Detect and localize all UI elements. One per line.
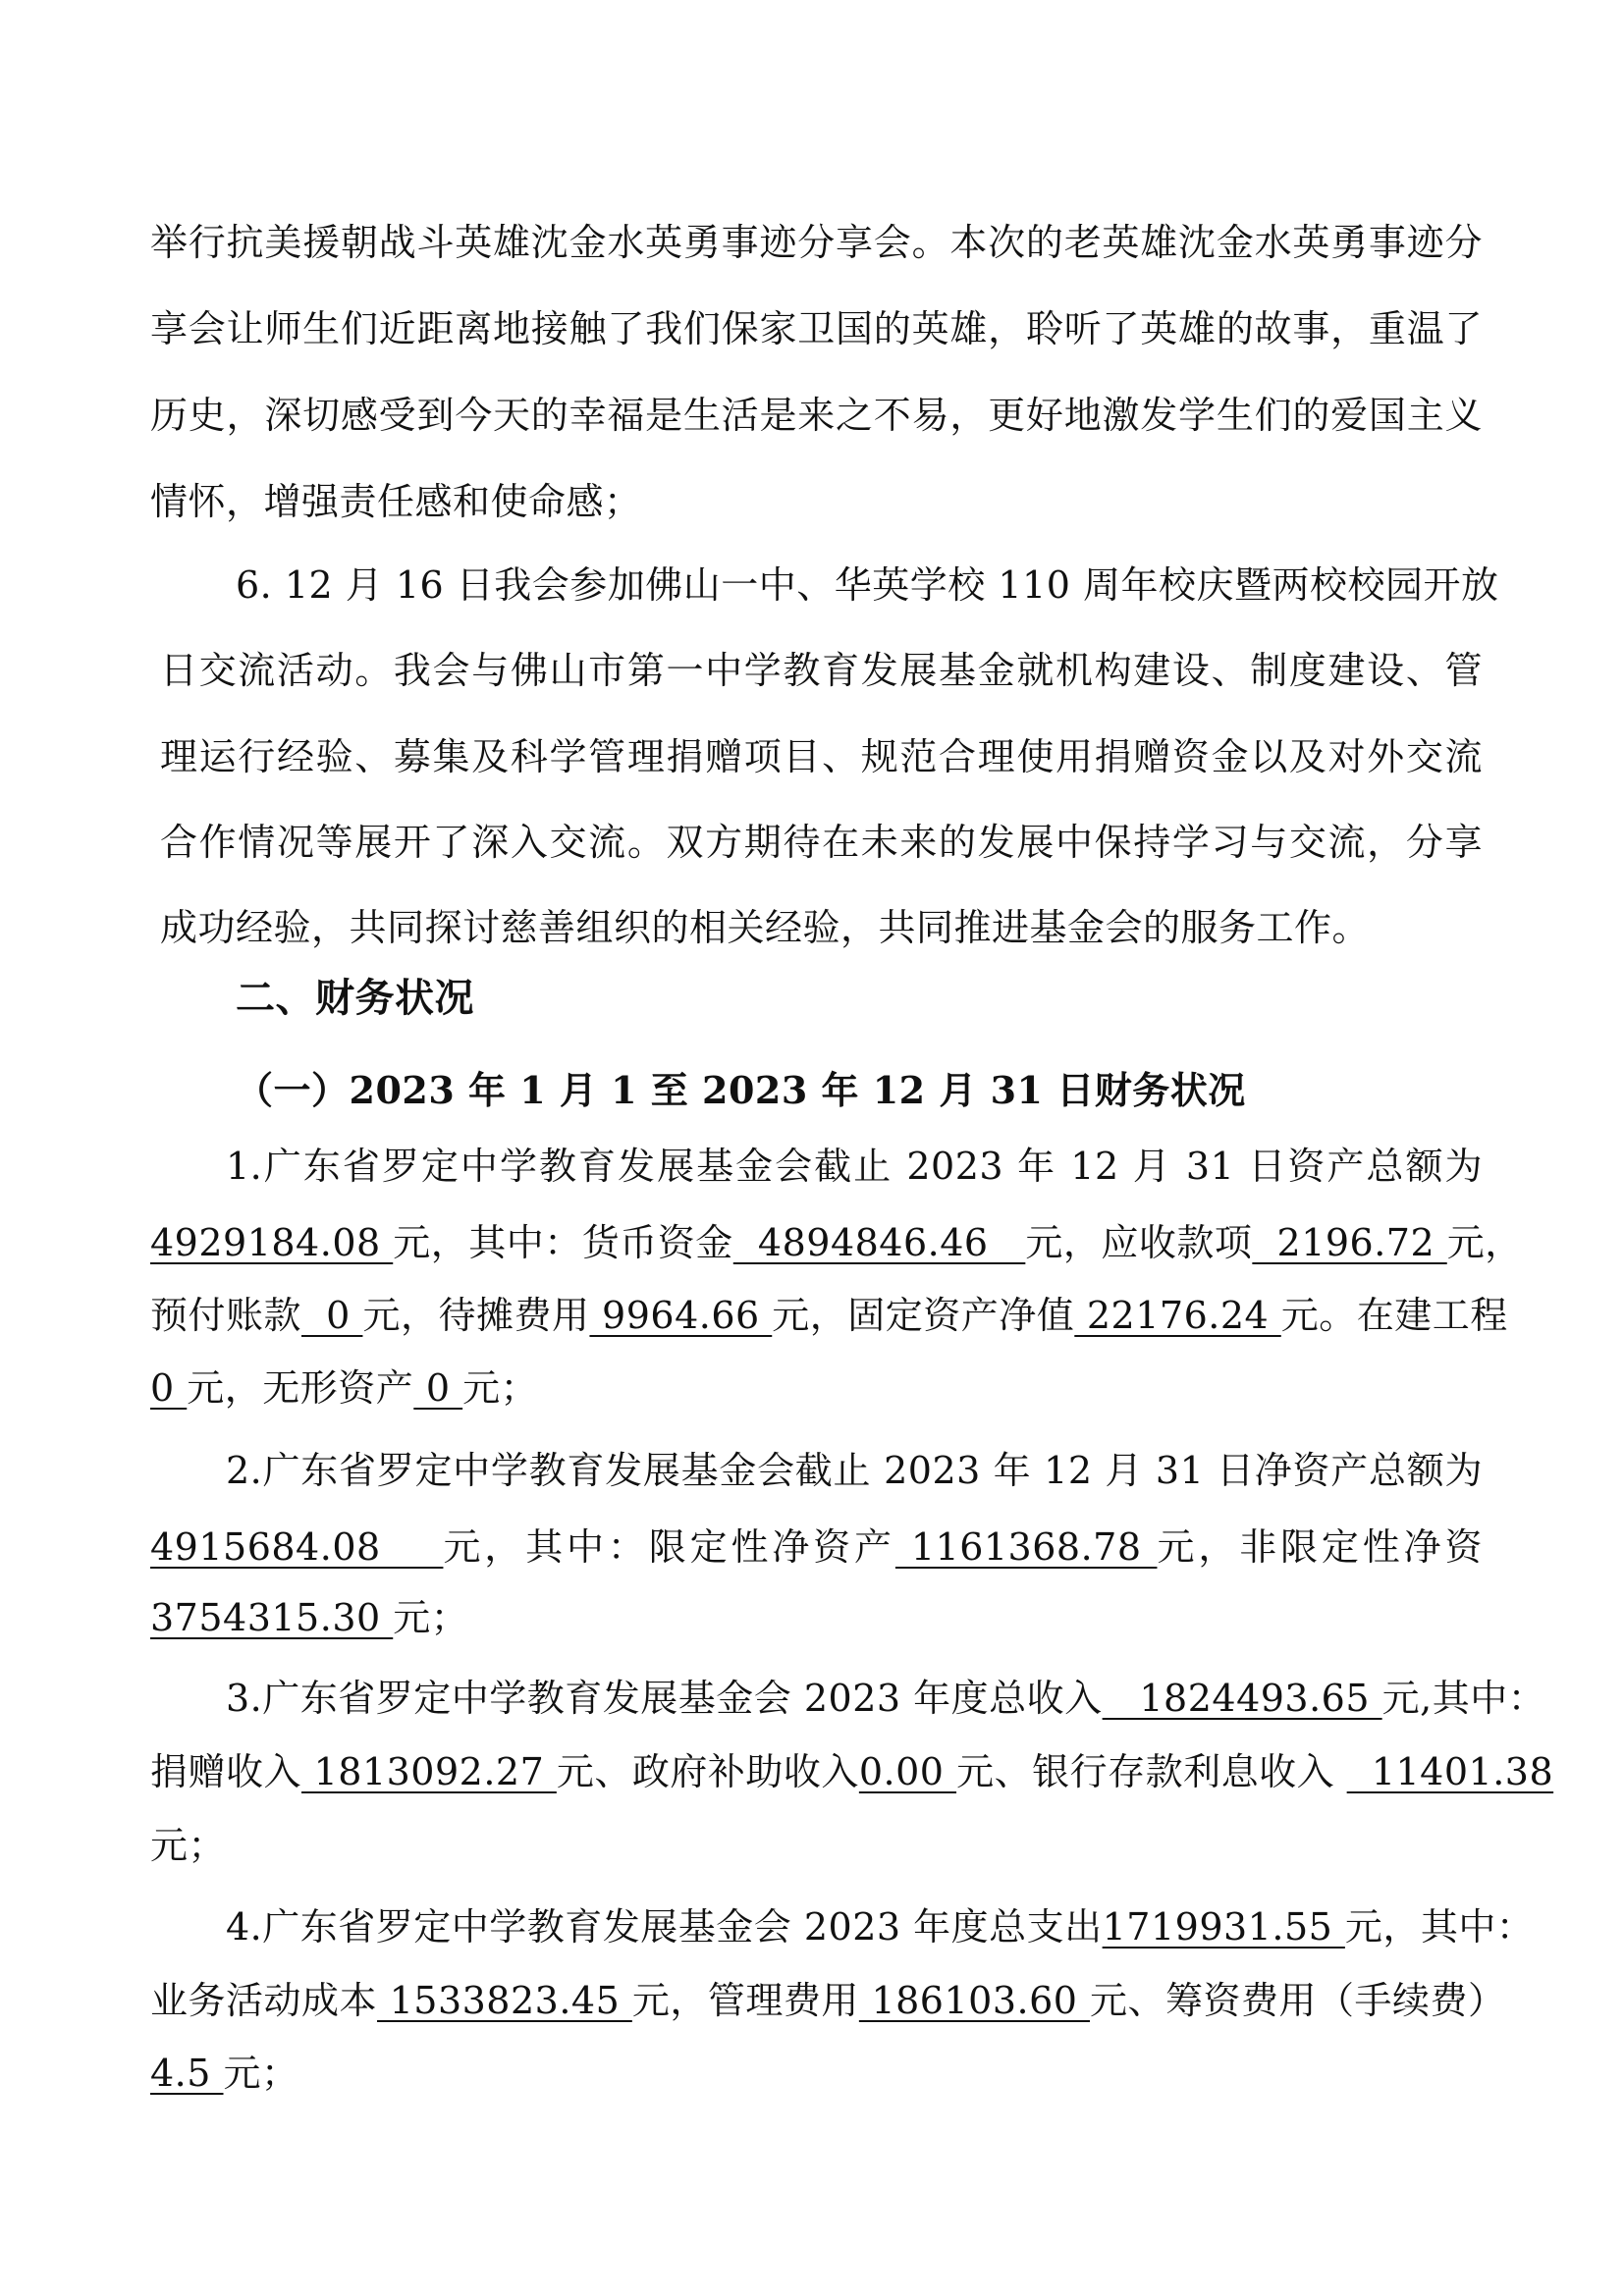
total-net-assets-value: 4915684.08 [150,1525,444,1569]
section-subheading: （一）2023 年 1 月 1 至 2023 年 12 月 31 日财务状况 [236,1068,1246,1112]
total-expense-value: 1719931.55 [1102,1905,1345,1949]
assets-breakdown-line: 4929184.08 元，其中：货币资金 4894846.46 元，应收款项 2196.72 元， [150,1221,1523,1264]
business-cost-value: 1533823.45 [377,1979,632,2022]
paragraph-line: 历史，深切感受到今天的幸福是生活是来之不易，更好地激发学生们的爱国主义 [150,394,1483,437]
assets-intro-line: 1.广东省罗定中学教育发展基金会截止 2023 年 12 月 31 日资产总额为 [226,1145,1483,1188]
assets-breakdown-line: 0 元，无形资产 0 元； [150,1366,539,1410]
income-breakdown-line: 捐赠收入 1813092.27 元、政府补助收入0.00 元、银行存款利息收入 11401.38 [150,1750,1554,1793]
management-fee-value: 186103.60 [858,1979,1091,2022]
unrestricted-net-assets-value: 3754315.30 [150,1596,394,1639]
total-assets-value: 4929184.08 [150,1221,394,1264]
section-heading: 二、财务状况 [236,976,474,1021]
paragraph-line: 举行抗美援朝战斗英雄沈金水英勇事迹分享会。本次的老英雄沈金水英勇事迹分 [150,221,1483,264]
item-6-line: 成功经验，共同探讨慈善组织的相关经验，共同推进基金会的服务工作。 [160,906,1371,949]
fixed-assets-value: 22176.24 [1074,1294,1281,1337]
paragraph-line: 享会让师生们近距离地接触了我们保家卫国的英雄，聆听了英雄的故事，重温了 [150,307,1483,350]
donation-income-value: 1813092.27 [301,1750,557,1793]
income-intro-line: 3.广东省罗定中学教育发展基金会 2023 年度总收入 1824493.65 元,其中： [226,1677,1546,1720]
item-6-line: 6. 12 月 16 日我会参加佛山一中、华英学校 110 周年校庆暨两校校园开放 [236,563,1499,607]
intangible-value: 0 [413,1366,463,1410]
deferred-expense-value: 9964.66 [589,1294,773,1337]
item-6-line: 理运行经验、募集及科学管理捐赠项目、规范合理使用捐赠资金以及对外交流 [160,735,1483,778]
receivables-value: 2196.72 [1252,1221,1447,1264]
net-assets-breakdown-line: 4915684.08 元，其中：限定性净资产 1161368.78 元，非限定性净资 [150,1525,1483,1569]
cash-value: 4894846.46 [732,1221,1026,1264]
restricted-net-assets-value: 1161368.78 [894,1525,1158,1569]
paragraph-line: 情怀，增强责任感和使命感； [150,480,642,523]
expense-breakdown-line: 业务活动成本 1533823.45 元，管理费用 186103.60 元、筹资费用（手续费） [150,1979,1506,2022]
prepaid-value: 0 [301,1294,363,1337]
expense-intro-line: 4.广东省罗定中学教育发展基金会 2023 年度总支出1719931.55 元，其中： [226,1905,1535,1949]
net-assets-breakdown-line: 3754315.30 元； [150,1596,469,1639]
expense-breakdown-line: 4.5 元； [150,2052,299,2095]
construction-value: 0 [150,1366,188,1410]
net-assets-intro-line: 2.广东省罗定中学教育发展基金会截止 2023 年 12 月 31 日净资产总额为 [226,1449,1483,1492]
subsidy-income-value: 0.00 [858,1750,957,1793]
total-income-value: 1824493.65 [1102,1677,1382,1720]
assets-breakdown-line: 预付账款 0 元，待摊费用 9964.66 元，固定资产净值 22176.24 元。在建工程 [150,1294,1508,1337]
interest-income-value: 11401.38 [1346,1750,1554,1793]
item-6-line: 日交流活动。我会与佛山市第一中学教育发展基金就机构建设、制度建设、管 [160,649,1483,692]
fundraising-fee-value: 4.5 [150,2052,224,2095]
item-6-line: 合作情况等展开了深入交流。双方期待在未来的发展中保持学习与交流，分享 [160,821,1483,864]
income-breakdown-line: 元； [150,1824,227,1867]
